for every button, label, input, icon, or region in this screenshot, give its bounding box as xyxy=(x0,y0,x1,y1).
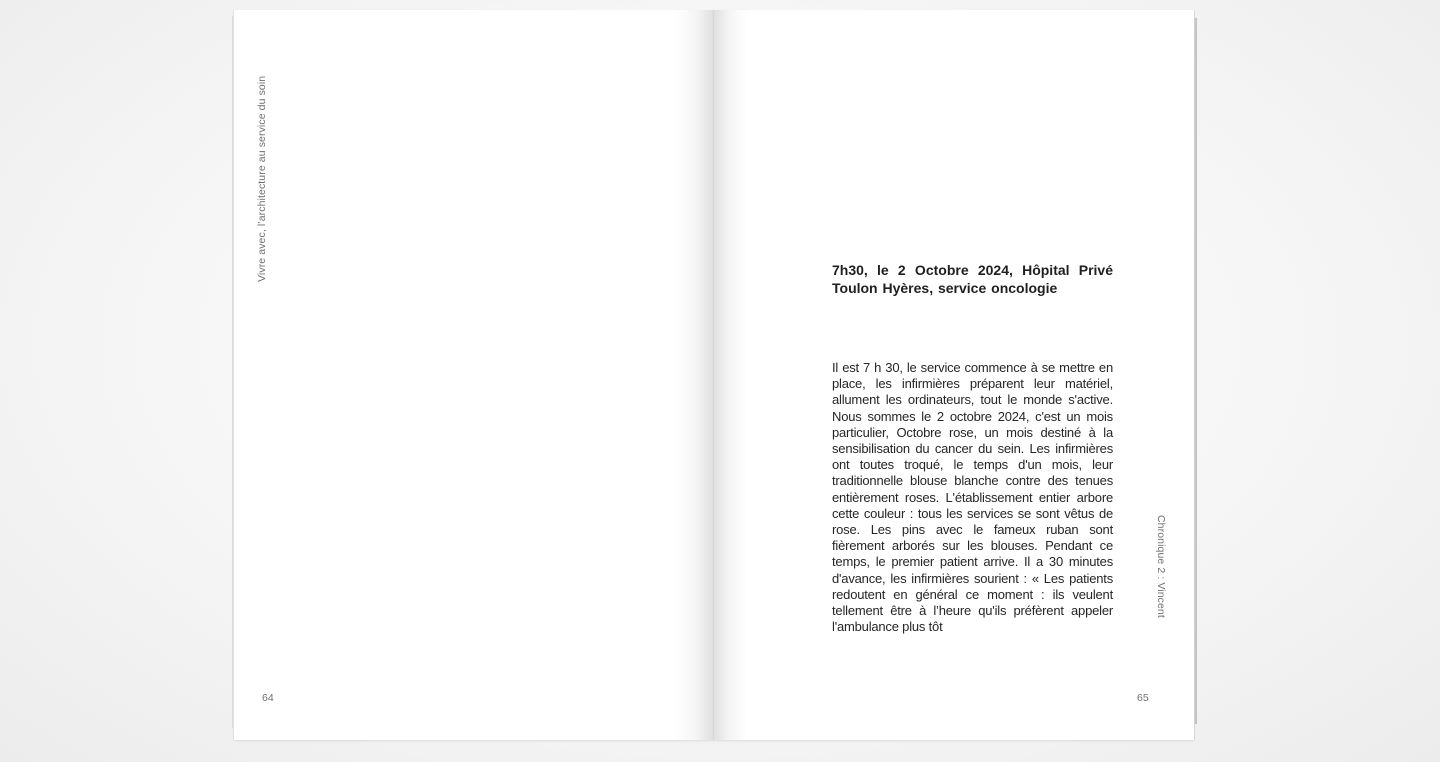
page-number-right: 65 xyxy=(1137,692,1149,704)
running-head-right: Chronique 2 : Vincent xyxy=(1155,515,1167,618)
running-head-left: Vivre avec, l’architecture au service du soin xyxy=(256,75,268,282)
chapter-heading: 7h30, le 2 Octobre 2024, Hôpital Privé Toulon Hyères, service oncologie xyxy=(832,262,1113,296)
page-edge-right xyxy=(1194,18,1197,724)
gutter-shadow-right xyxy=(714,10,748,740)
right-page xyxy=(714,10,1194,740)
page-number-left: 64 xyxy=(262,692,274,704)
gutter-shadow-left xyxy=(674,10,714,740)
open-book xyxy=(232,10,1196,740)
body-paragraph: Il est 7 h 30, le service commence à se mettre en place, les infirmières préparent leur matériel, allument les ordinateurs, tout le monde s'active. Nous sommes le 2 octobre 2024, c'est un mois particulier, Octobre rose, un mois destiné à la sensibilisation du cancer du sein. Les infirmières ont toutes troqué, le temps d'un mois, leur traditionnelle blouse blanche contre des tenues entièrement roses. L'établissement entier arbore cette couleur : tous les services se sont vêtus de rose. Les pins avec le fameux ruban sont fièrement arborés sur les blouses. Pendant ce temps, le premier patient arrive. Il a 30 minutes d'avance, les infirmières sourient : « Les patients redoutent en général ce moment : ils veulent tellement être à l’heure qu'ils préfèrent appeler l'ambulance plus tôt xyxy=(832,360,1113,635)
left-page xyxy=(234,10,714,740)
